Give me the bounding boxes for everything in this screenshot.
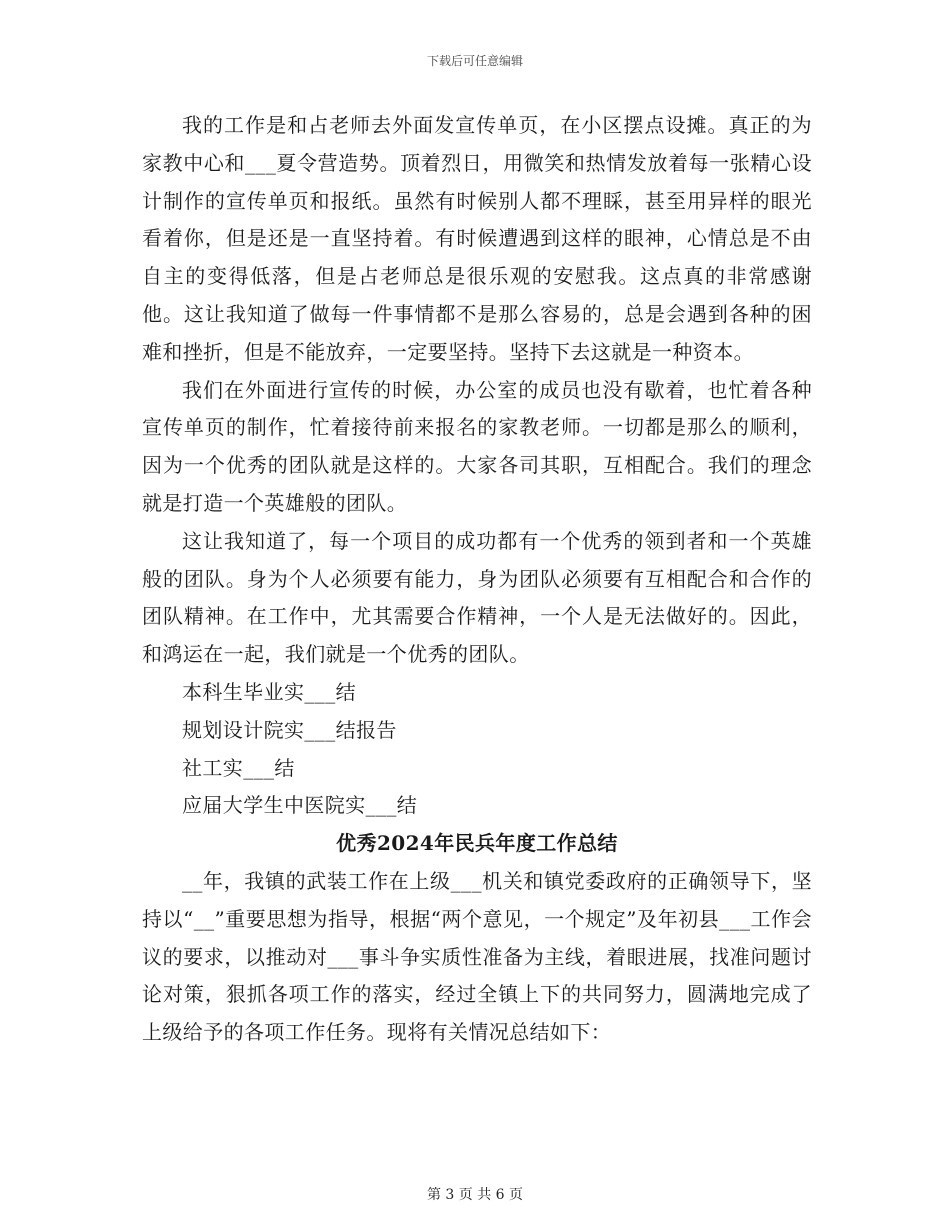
related-article-item: 本科生毕业实___结: [182, 679, 356, 704]
page-footer: 第 3 页 共 6 页: [426, 1187, 524, 1203]
section-title: 优秀2024年民兵年度工作总结: [336, 831, 618, 856]
body-paragraph: 我的工作是和占老师去外面发宣传单页，在小区摆点设摊。真正的为家教中心和___夏令营造势。顶着烈日，用微笑和热情发放着每一张精心设计制作的宣传单页和报纸。虽然有时候别人都不理睬，甚至用异样的眼光看着你，但是还是一直坚持着。有时候遭遇到这样的眼神，心情总是不由自主的变得低落，但是占老师总是很乐观的安慰我。这点真的非常感谢他。这让我知道了做每一件事情都不是那么容易的，总是会遇到各种的困难和挫折，但是不能放弃，一定要坚持。坚持下去这就是一种资本。: [142, 113, 812, 364]
related-article-item: 社工实___结: [182, 755, 295, 780]
body-paragraph: 我们在外面进行宣传的时候，办公室的成员也没有歇着，也忙着各种宣传单页的制作，忙着接待前来报名的家教老师。一切都是那么的顺利，因为一个优秀的团队就是这样的。大家各司其职，互相配合。我们的理念就是打造一个英雄般的团队。: [142, 377, 812, 515]
related-article-item: 应届大学生中医院实___结: [182, 793, 418, 818]
page-header: 下载后可任意编辑: [426, 54, 523, 68]
document-body: [142, 107, 812, 1052]
section-paragraph: __年，我镇的武装工作在上级___机关和镇党委政府的正确领导下，坚持以“__”重要思想为指导，根据“两个意见，一个规定”及年初县___工作会议的要求，以推动对___事斗争实质性准备为主线，着眼进展，找准问题讨论对策，狠抓各项工作的落实，经过全镇上下的共同努力，圆满地完成了上级给予的各项工作任务。现将有关情况总结如下：: [142, 868, 812, 1045]
body-paragraph: 这让我知道了，每一个项目的成功都有一个优秀的领到者和一个英雄般的团队。身为个人必须要有能力，身为团队必须要有互相配合和合作的团队精神。在工作中，尤其需要合作精神，一个人是无法做好的。因此，和鸿运在一起，我们就是一个优秀的团队。: [142, 528, 812, 667]
related-article-item: 规划设计院实___结报告: [182, 717, 397, 742]
